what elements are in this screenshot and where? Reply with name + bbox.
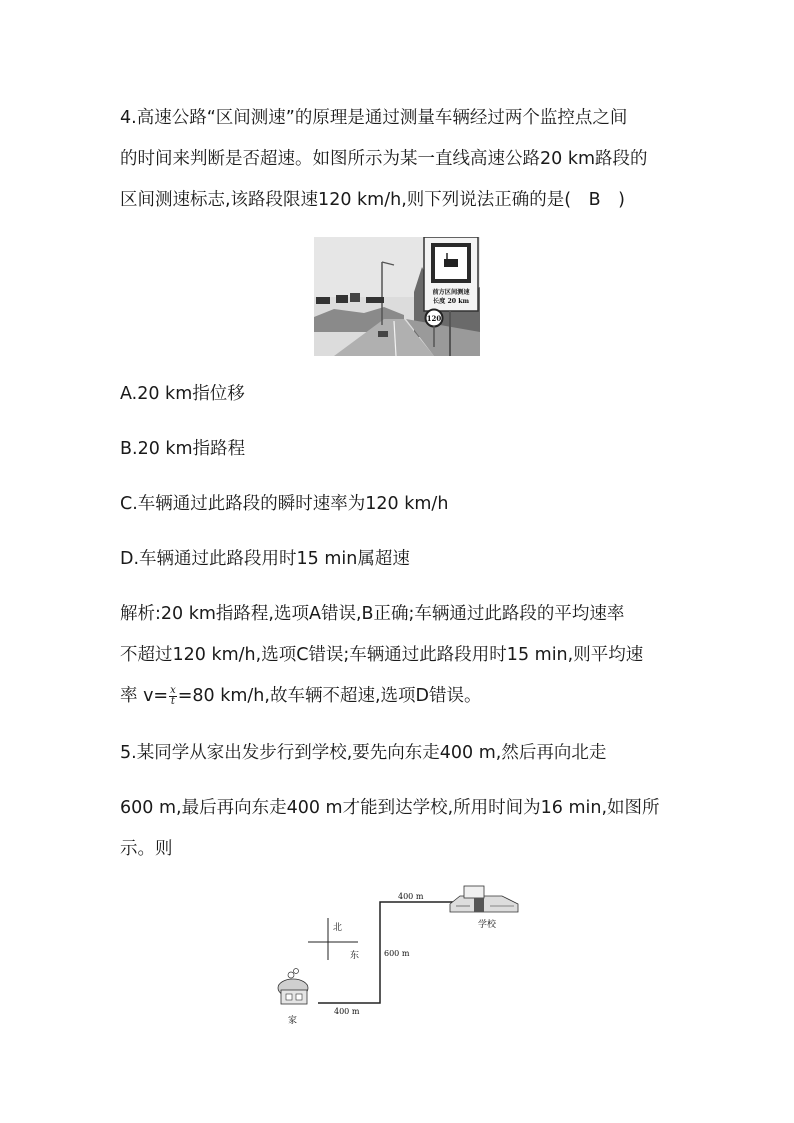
- analysis-line-1: 解析:20 km指路程,选项A错误,B正确;车辆通过此路段的平均速率: [120, 604, 625, 624]
- highway-sign-photo: [314, 237, 480, 356]
- analysis-line-3: [120, 684, 482, 708]
- segment-3-label: 400 m: [398, 892, 424, 901]
- option-a: A.20 km指位移: [120, 384, 245, 404]
- school-icon: [450, 886, 518, 912]
- speed-limit-text: 120: [426, 314, 442, 323]
- q4-line-3: 区间测速标志,该路段限速120 km/h,则下列说法正确的是( B ): [120, 190, 625, 210]
- segment-2-label: 600 m: [384, 949, 410, 958]
- route-diagram: [270, 880, 530, 1030]
- east-label: 东: [350, 951, 360, 961]
- q5-line-1: 5.某同学从家出发步行到学校,要先向东走400 m,然后再向北走: [120, 743, 607, 763]
- fraction-denominator: t: [170, 695, 175, 707]
- segment-1-label: 400 m: [334, 1007, 360, 1016]
- analysis-line-2: 不超过120 km/h,选项C错误;车辆通过此路段用时15 min,则平均速: [120, 645, 644, 665]
- q5-line-3: 示。则: [120, 839, 173, 859]
- sign-text-line1: 前方区间测速: [432, 289, 470, 296]
- home-label: 家: [288, 1016, 298, 1026]
- option-b: B.20 km指路程: [120, 439, 246, 459]
- option-d: D.车辆通过此路段用时15 min属超速: [120, 549, 410, 569]
- sign-text-line2: 长度 20 km: [432, 298, 470, 305]
- analysis-line-3-prefix: 率 v=: [120, 686, 169, 706]
- school-label: 学校: [478, 920, 497, 930]
- q4-line-2: 的时间来判断是否超速。如图所示为某一直线高速公路20 km路段的: [120, 149, 648, 169]
- option-c: C.车辆通过此路段的瞬时速率为120 km/h: [120, 494, 449, 514]
- q5-line-2: 600 m,最后再向东走400 m才能到达学校,所用时间为16 min,如图所: [120, 798, 660, 818]
- fraction-x-over-t: [169, 686, 177, 707]
- q4-line-1: 4.高速公路“区间测速”的原理是通过测量车辆经过两个监控点之间: [120, 108, 628, 128]
- home-icon: [278, 969, 308, 1005]
- analysis-line-3-suffix: =80 km/h,故车辆不超速,选项D错误。: [177, 686, 482, 706]
- fraction-numerator: x: [170, 684, 176, 696]
- north-label: 北: [333, 923, 343, 933]
